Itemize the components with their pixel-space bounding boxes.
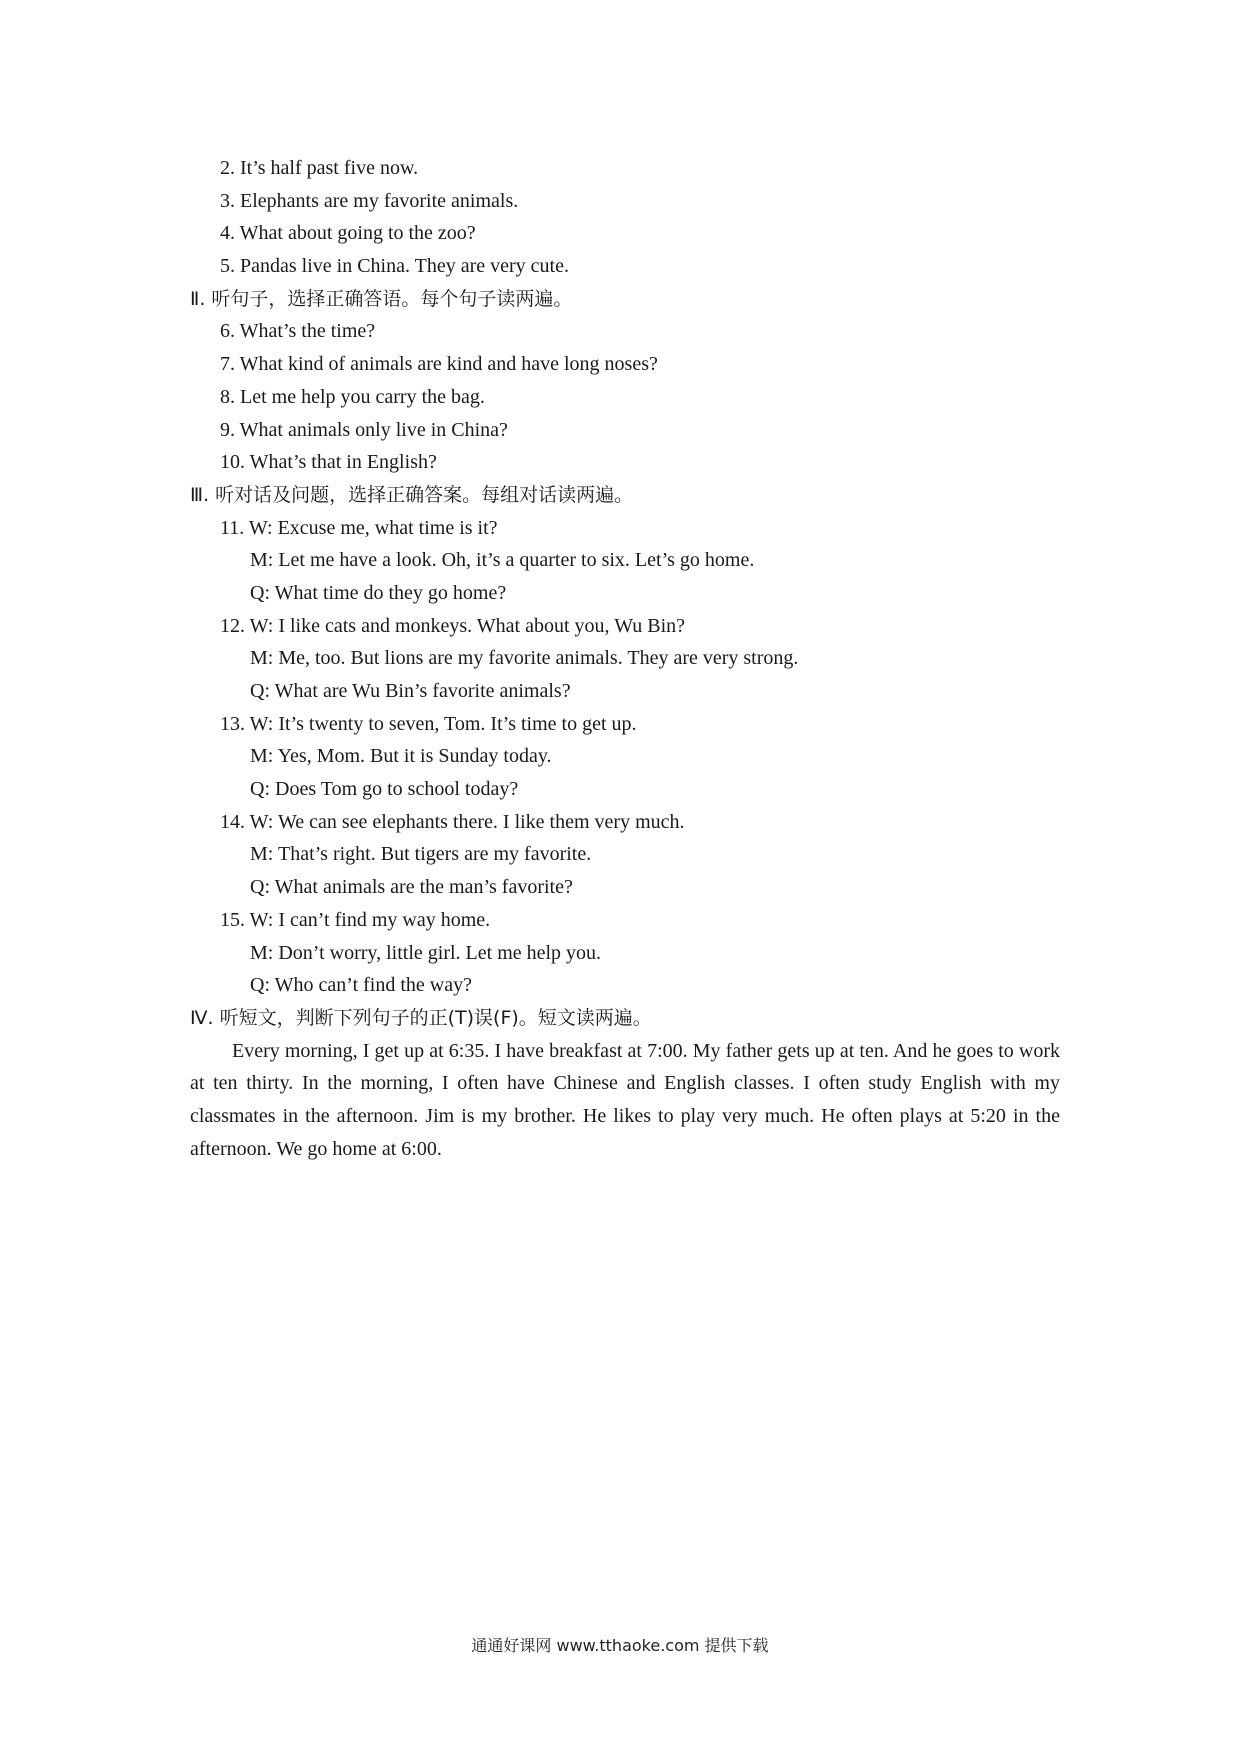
dialog-woman-line: 15. W: I can’t find my way home. bbox=[220, 908, 491, 931]
page-footer: 通通好课网 www.tthaoke.com 提供下载 bbox=[471, 1636, 769, 1655]
dialog-woman-line: 11. W: Excuse me, what time is it? bbox=[220, 516, 498, 539]
section-heading-3: Ⅲ. 听对话及问题，选择正确答案。每组对话读两遍。 bbox=[190, 483, 634, 506]
list-item: 10. What’s that in English? bbox=[220, 451, 437, 474]
dialog-man-line: M: Yes, Mom. But it is Sunday today. bbox=[250, 745, 552, 768]
dialog-man-line: M: Let me have a look. Oh, it’s a quarter to six. Let’s go home. bbox=[250, 549, 755, 572]
list-item: 8. Let me help you carry the bag. bbox=[220, 385, 485, 408]
list-item: 5. Pandas live in China. They are very cute. bbox=[220, 255, 569, 278]
page-content bbox=[190, 152, 1060, 1165]
list-item: 9. What animals only live in China? bbox=[220, 418, 508, 441]
reading-passage: Every morning, I get up at 6:35. I have breakfast at 7:00. My father gets up at ten. And he goes to work at ten thirty. In the morning, I often have Chinese and English classes. I often study English with my classmates in the afternoon. Jim is my brother. He likes to play very much. He often plays at 5:20 in the afternoon. We go home at 6:00. bbox=[190, 1039, 1060, 1160]
dialog-woman-line: 13. W: It’s twenty to seven, Tom. It’s time to get up. bbox=[220, 712, 637, 735]
list-item: 4. What about going to the zoo? bbox=[220, 222, 476, 245]
section-heading-4: Ⅳ. 听短文，判断下列句子的正(T)误(F)。短文读两遍。 bbox=[190, 1006, 652, 1029]
dialog-woman-line: 14. W: We can see elephants there. I like them very much. bbox=[220, 810, 685, 833]
list-item: 7. What kind of animals are kind and have long noses? bbox=[220, 353, 658, 376]
dialog-question: Q: What time do they go home? bbox=[250, 581, 507, 604]
dialog-question: Q: What animals are the man’s favorite? bbox=[250, 876, 573, 899]
list-item: 2. It’s half past five now. bbox=[220, 157, 419, 179]
dialog-woman-line: 12. W: I like cats and monkeys. What about you, Wu Bin? bbox=[220, 614, 686, 637]
section-heading-2: Ⅱ. 听句子，选择正确答语。每个句子读两遍。 bbox=[190, 287, 573, 310]
dialog-question: Q: Who can’t find the way? bbox=[250, 974, 472, 997]
dialog-question: Q: Does Tom go to school today? bbox=[250, 778, 519, 801]
dialog-man-line: M: Me, too. But lions are my favorite animals. They are very strong. bbox=[250, 647, 799, 670]
list-item: 6. What’s the time? bbox=[220, 320, 376, 343]
dialog-man-line: M: That’s right. But tigers are my favorite. bbox=[250, 843, 592, 866]
dialog-question: Q: What are Wu Bin’s favorite animals? bbox=[250, 680, 571, 702]
list-item: 3. Elephants are my favorite animals. bbox=[220, 189, 519, 212]
dialog-man-line: M: Don’t worry, little girl. Let me help you. bbox=[250, 941, 602, 964]
